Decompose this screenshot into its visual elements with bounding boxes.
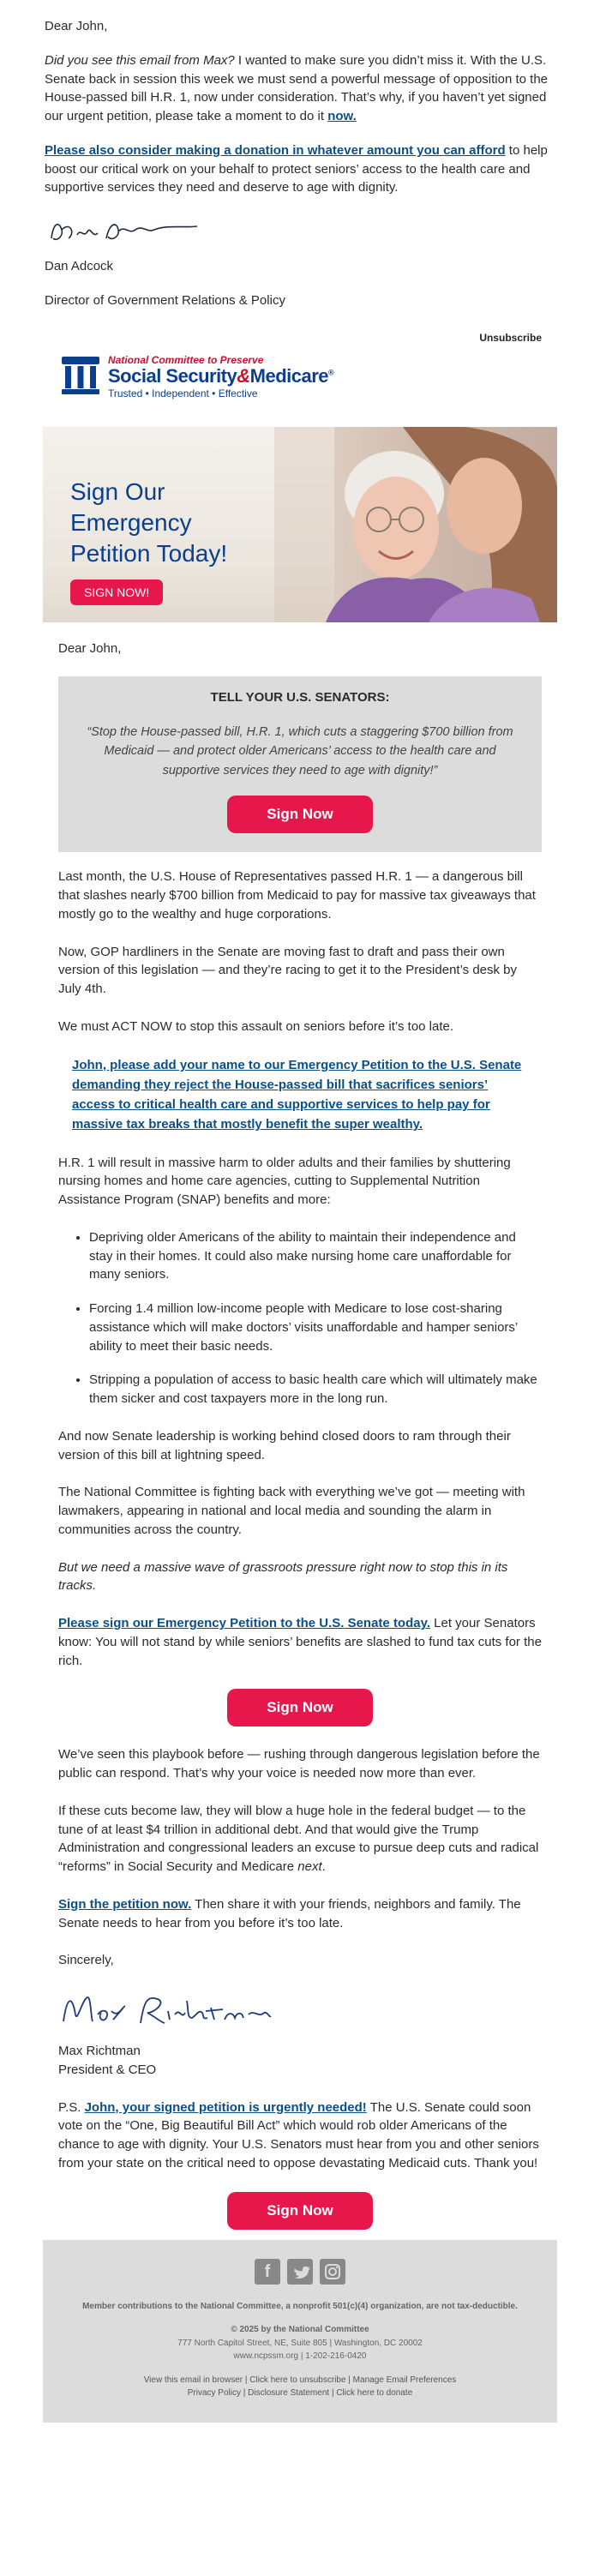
sign-petition-today-link[interactable]: Please sign our Emergency Petition to the U.S. Senate today. xyxy=(58,1616,430,1631)
donate-paragraph xyxy=(45,141,555,197)
hero-photo-grandmother-daughter xyxy=(274,427,557,622)
logo-main-line: Social Security&Medicare® xyxy=(108,364,334,387)
closing: Sincerely, xyxy=(58,1953,114,1968)
logo-top-line: National Committee to Preserve xyxy=(108,353,264,366)
unsubscribe-link[interactable]: Unsubscribe xyxy=(479,331,542,344)
preface-intro-text: I wanted to make sure you didn’t miss it. With the U.S. Senate back in session this week we must send a powerful message of opposition to the House-passed bill H.R. 1, now under consideration. That’s why, if you haven’t yet signed our urgent petition, please take a moment to do it xyxy=(45,52,548,123)
instagram-icon[interactable] xyxy=(320,2259,345,2285)
harm-bullet-list xyxy=(89,1228,542,1408)
signer-name: Max Richtman xyxy=(58,2044,141,2059)
list-item: • Depriving older Americans of the ability to maintain their independence and stay in their homes. It could also make nursing home care unaffordable for many seniors. xyxy=(89,1228,542,1284)
tax-disclaimer: Member contributions to the National Committee, a nonprofit 501(c)(4) organization, are not tax-deductible. xyxy=(82,2301,518,2311)
max-richtman-signature xyxy=(58,1989,273,2033)
paragraph-house-passed: Last month, the U.S. House of Representatives passed H.R. 1 — a dangerous bill that slashes nearly $700 billion from Medicaid to pay for massive tax giveaways that mostly go to the wealthy and huge corporations. xyxy=(58,869,536,922)
paragraph-cuts-become-law: If these cuts become law, they will blow a huge hole in the federal budget — to the tune of at least $4 trillion in additional debt. And that would give the Trump Administration and congressional leaders an excuse to pursue deep cuts and radical “reforms” in Social Security and Medicare next. xyxy=(58,1803,539,1875)
donate-link[interactable]: Please also consider making a donation in whatever amount you can afford xyxy=(45,142,506,158)
hero-sign-now-button[interactable]: SIGN NOW! xyxy=(70,579,163,605)
paragraph-grassroots: But we need a massive wave of grassroots pressure right now to stop this in its tracks. xyxy=(58,1559,508,1594)
hero-title: Sign Our Emergency Petition Today! xyxy=(70,477,228,567)
preface-intro-italic: Did you see this email from Max? xyxy=(45,52,235,68)
now-link[interactable]: now. xyxy=(327,109,357,123)
main-greeting: Dear John, xyxy=(58,640,122,656)
paragraph-fighting-back: The National Committee is fighting back with everything we’ve got — meeting with lawmakers, appearing in national and local media and sounding the alarm in communities across the country. xyxy=(58,1485,525,1537)
sign-now-row-3 xyxy=(58,2192,542,2230)
website-phone[interactable]: www.ncpssm.org | 1-202-216-0420 xyxy=(233,2351,367,2362)
petition-callout xyxy=(58,676,542,852)
logo-tagline: Trusted • Independent • Effective xyxy=(108,387,258,399)
preface-signer-title: Director of Government Relations & Policy xyxy=(45,292,285,308)
callout-quote: “Stop the House-passed bill, H.R. 1, which cuts a staggering $700 billion from Medicaid — and protect older Americans’ access to the health care and supportive services they need to age with dignity!” xyxy=(87,725,513,778)
social-icons xyxy=(69,2259,531,2285)
main-content xyxy=(0,622,600,2230)
preface-paragraph xyxy=(45,51,555,126)
logo-wordmark xyxy=(108,355,333,399)
sign-now-button-3[interactable]: Sign Now xyxy=(227,2192,373,2230)
paragraph-playbook: We’ve seen this playbook before — rushing through dangerous legislation before the public can respond. That’s why your voice is needed now more than ever. xyxy=(58,1747,540,1781)
sign-petition-now-link[interactable]: Sign the petition now. xyxy=(58,1896,192,1912)
paragraph-hr1-harm: H.R. 1 will result in massive harm to older adults and their families by shuttering nursing homes and home care agencies, cutting to Supplemental Nutrition Assistance Program (SNAP) benefits and more: xyxy=(58,1155,511,1208)
ps-petition-link[interactable]: John, your signed petition is urgently needed! xyxy=(84,2099,367,2115)
preface-signer-name: Dan Adcock xyxy=(45,259,114,273)
hero-banner[interactable] xyxy=(43,427,557,622)
dan-adcock-signature xyxy=(46,213,201,250)
list-item: • Stripping a population of access to basic health care which will ultimately make them sicker and cost taxpayers more in the long run. xyxy=(89,1371,542,1408)
street-address: 777 North Capitol Street, NE, Suite 805 | Washington, DC 20002 xyxy=(177,2338,423,2348)
preface-section xyxy=(0,0,600,310)
callout-heading: TELL YOUR U.S. SENATORS: xyxy=(210,690,390,706)
signer-title: President & CEO xyxy=(58,2062,157,2077)
copyright: © 2025 by the National Committee xyxy=(231,2325,369,2335)
twitter-icon[interactable] xyxy=(287,2259,313,2285)
sign-now-row-2 xyxy=(58,1689,542,1726)
footer-links-row-1[interactable]: View this email in browser | Click here to unsubscribe | Manage Email Preferences xyxy=(143,2375,457,2385)
facebook-icon[interactable]: f xyxy=(255,2259,280,2285)
emergency-petition-link[interactable]: John, please add your name to our Emergency Petition to the U.S. Senate demanding they reject the House-passed bill that sacrifices seniors’ access to critical health care and supportive services to help pay for massive tax breaks that mostly benefit the super wealthy. xyxy=(72,1057,522,1132)
paragraph-share: Sign the petition now. Then share it with your friends, neighbors and family. The Senate needs to hear from you before it’s too late. xyxy=(58,1896,521,1930)
capitol-column-icon xyxy=(60,355,101,396)
paragraph-senate-moving: Now, GOP hardliners in the Senate are moving fast to draft and pass their own version of this legislation — and they’re racing to get it to the President’s desk by July 4th. xyxy=(58,944,518,997)
postscript: P.S. John, your signed petition is urgently needed! The U.S. Senate could soon vote on the “One, Big Beautiful Bill Act” which would rob older Americans of the chance to age with dignity. Your U.S. Senators must hear from you and other seniors from your state on the critical need to oppose devastating Medicaid cuts. Thank you! xyxy=(58,2099,539,2171)
donate-text: to help boost our critical work on your behalf to protect seniors’ access to the health care and supportive services they need and deserve to age with dignity. xyxy=(45,142,548,195)
sign-now-button-1[interactable]: Sign Now xyxy=(227,796,373,833)
list-item: • Forcing 1.4 million low-income people with Medicare to lose cost-sharing assistance which will make doctors’ visits unaffordable and hamper seniors’ ability to meet their basic needs. xyxy=(89,1300,542,1355)
paragraph-act-now: We must ACT NOW to stop this assault on seniors before it’s too late. xyxy=(58,1018,454,1034)
preface-greeting: Dear John, xyxy=(45,19,108,33)
footer-links-row-2[interactable]: Privacy Policy | Disclosure Statement | Click here to donate xyxy=(187,2388,413,2399)
footer-address-block xyxy=(69,2323,531,2363)
email-header xyxy=(0,326,600,427)
email-footer xyxy=(43,2240,557,2423)
sign-now-button-2[interactable]: Sign Now xyxy=(227,1689,373,1726)
footer-links xyxy=(69,2374,531,2400)
ncpssm-logo[interactable] xyxy=(60,355,333,399)
paragraph-senate-leadership: And now Senate leadership is working behind closed doors to ram through their version of this bill at lightning speed. xyxy=(58,1428,511,1462)
paragraph-sign-petition: Please sign our Emergency Petition to the U.S. Senate today. Let your Senators know: You will not stand by while seniors’ benefits are slashed to fund tax cuts for the rich. xyxy=(58,1616,542,1668)
